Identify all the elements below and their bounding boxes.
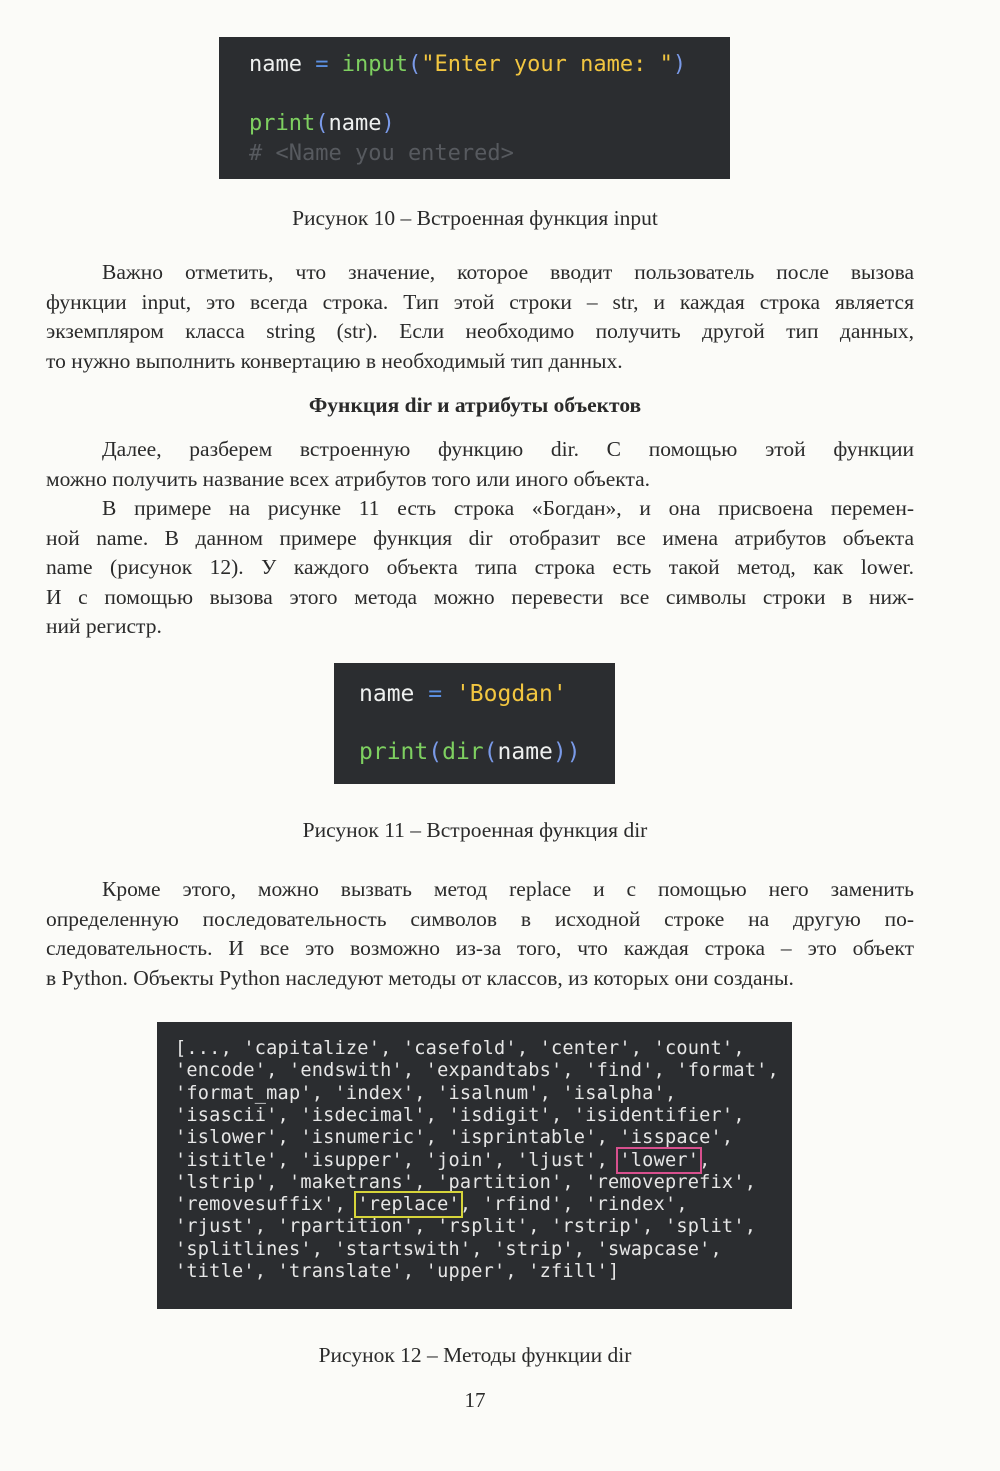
- dir-output-text: 'lstrip', 'maketrans', 'partition', 'removeprefix',: [175, 1171, 757, 1193]
- dir-output-line: [175, 1060, 779, 1081]
- dir-output-text: 'rjust', 'rpartition', 'rsplit', 'rstrip', 'split',: [175, 1216, 757, 1238]
- dir-output-text: 'splitlines', 'startswith', 'strip', 'swapcase',: [175, 1238, 722, 1260]
- code-token: (: [483, 739, 498, 765]
- paragraph-line: Далее, разберем встроенную функцию dir. С помощью этой функции: [102, 437, 914, 461]
- dir-output-text: 'islower', 'isnumeric', 'isprintable', 'isspace',: [175, 1127, 734, 1149]
- code-token: =: [414, 681, 456, 707]
- paragraph-line: можно получить название всех атрибутов того или иного объекта.: [46, 466, 651, 491]
- figure-caption-12: Рисунок 12 – Методы функции dir: [318, 1343, 632, 1367]
- code-token: dir: [442, 739, 484, 765]
- code-token: (: [407, 52, 422, 77]
- code-line: [359, 681, 567, 707]
- dir-output-line: [175, 1194, 688, 1215]
- dir-output-line: [175, 1172, 756, 1193]
- paragraph-line: Кроме этого, можно вызвать метод replace и с помощью него заменить: [102, 877, 914, 901]
- dir-output-line: [175, 1261, 619, 1282]
- section-heading: Функция dir и атрибуты объектов: [308, 393, 642, 417]
- paragraph-input-note: [46, 258, 914, 376]
- dir-output-text: 'istitle', 'isupper', 'join', 'ljust',: [175, 1149, 620, 1171]
- highlight-replace: 'replace': [357, 1194, 460, 1216]
- dir-output-line: [175, 1105, 745, 1126]
- paragraph-line: следовательность. И все это возможно из-за того, что каждая строка – это объект: [46, 936, 914, 960]
- dir-output-block: [157, 1022, 792, 1309]
- code-token: (: [428, 739, 443, 765]
- dir-output-line: [175, 1150, 711, 1171]
- code-comment-line: [249, 141, 514, 166]
- code-token: =: [301, 52, 342, 77]
- page-number: 17: [464, 1388, 486, 1412]
- code-token: name: [497, 739, 553, 765]
- dir-output-text: 'encode', 'endswith', 'expandtabs', 'find', 'format',: [175, 1060, 779, 1082]
- code-token: print: [249, 111, 316, 136]
- figure-caption-10: Рисунок 10 – Встроенная функция input: [292, 206, 658, 230]
- highlight-lower: 'lower': [619, 1149, 700, 1171]
- code-line: [249, 111, 395, 136]
- dir-output-line: [175, 1127, 733, 1148]
- paragraph-line: ной name. В данном примере функция dir отобразит все имена атрибутов объекта: [46, 525, 914, 550]
- code-token: name: [249, 52, 302, 77]
- dir-output-text: ,: [699, 1149, 711, 1171]
- code-token: (: [315, 111, 329, 136]
- dir-output-text: , 'rfind', 'rindex',: [459, 1194, 688, 1216]
- code-snippet-dir: [334, 663, 615, 784]
- figure-caption-11: Рисунок 11 – Встроенная функция dir: [302, 818, 648, 842]
- code-token: ): [381, 111, 395, 136]
- paragraph-line: name (рисунок 12). У каждого объекта типа строка есть такой метод, как lower.: [46, 555, 914, 579]
- paragraph-line: то нужно выполнить конвертацию в необходимый тип данных.: [46, 348, 623, 373]
- dir-output-text: 'isascii', 'isdecimal', 'isdigit', 'isidentifier',: [175, 1104, 745, 1126]
- paragraph-line: В примере на рисунке 11 есть строка «Богдан», и она присвоена перемен-: [102, 496, 914, 520]
- dir-output-text: [..., 'capitalize', 'casefold', 'center', 'count',: [175, 1038, 745, 1059]
- paragraph-line: функции input, это всегда строка. Тип этой строки – str, и каждая строка является: [46, 289, 914, 314]
- code-token: )): [552, 739, 581, 765]
- code-token: print: [359, 739, 429, 765]
- paragraph-line: И с помощью вызова этого метода можно перевести все символы строки в ниж-: [46, 584, 914, 609]
- paragraph-line: определенную последовательность символов в исходной строке на другую по-: [46, 906, 914, 931]
- code-line: [359, 739, 581, 765]
- paragraph-line: в Python. Объекты Python наследуют методы от классов, из которых они созданы.: [46, 965, 794, 990]
- code-token: name: [328, 111, 382, 136]
- dir-output-line: [175, 1216, 756, 1237]
- dir-output-text: 'format_map', 'index', 'isalnum', 'isalpha',: [175, 1082, 677, 1104]
- code-token: "Enter your name: ": [421, 52, 673, 77]
- code-snippet-input: [219, 37, 730, 179]
- dir-output-text: 'title', 'translate', 'upper', 'zfill']: [175, 1261, 620, 1282]
- code-token: 'Bogdan': [455, 681, 567, 707]
- dir-output-line: [175, 1038, 745, 1059]
- paragraph-line: экземпляром класса string (str). Если необходимо получить другой тип данных,: [46, 319, 914, 343]
- code-token: name: [359, 681, 415, 707]
- code-line: [249, 52, 686, 77]
- paragraph-dir-example: [46, 494, 914, 642]
- paragraph-dir-intro: [46, 435, 914, 494]
- code-token: input: [341, 52, 408, 77]
- dir-output-line: [175, 1239, 722, 1260]
- paragraph-replace: [46, 875, 914, 993]
- paragraph-line: Важно отметить, что значение, которое вводит пользователь после вызова: [102, 260, 914, 284]
- code-token: ): [672, 52, 687, 77]
- paragraph-line: ний регистр.: [46, 614, 162, 638]
- dir-output-line: [175, 1083, 676, 1104]
- dir-output-text: 'removesuffix',: [175, 1194, 358, 1216]
- code-token: # <Name you entered>: [249, 141, 514, 166]
